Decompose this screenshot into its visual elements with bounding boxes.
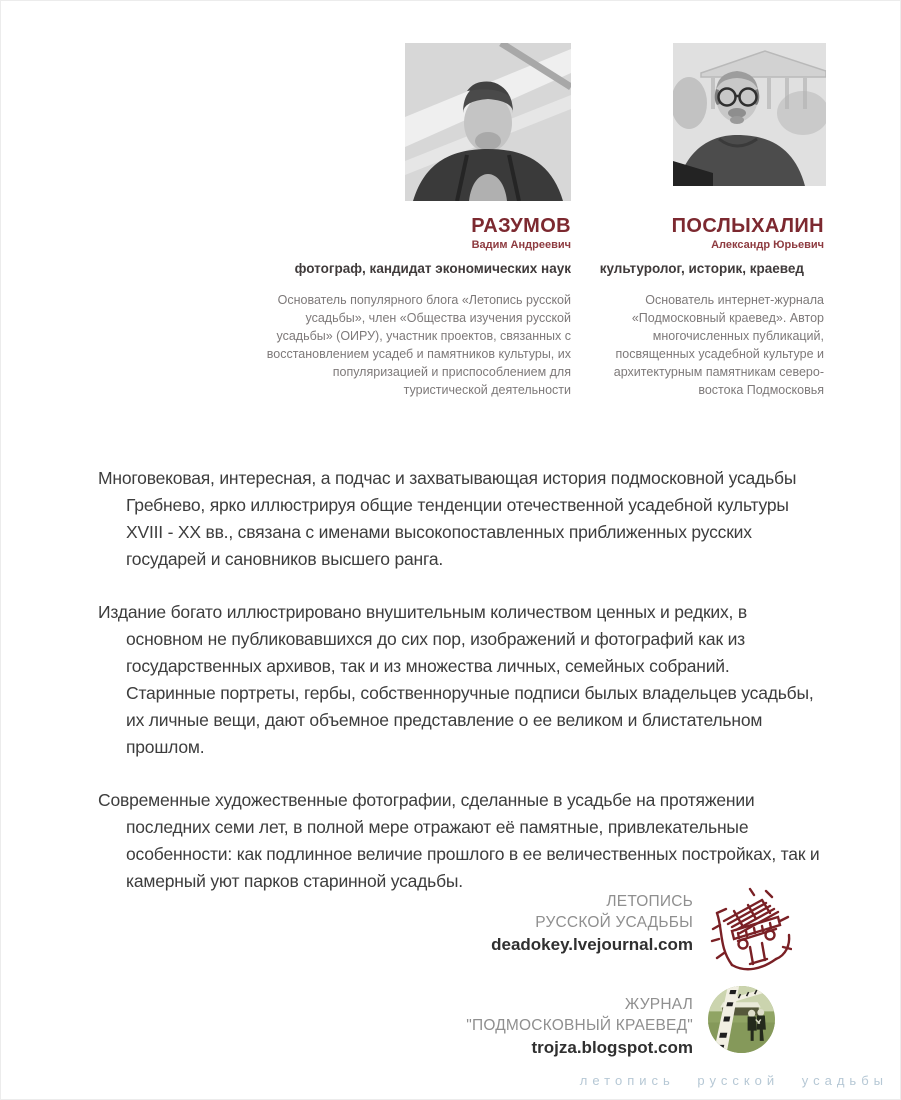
kraeved-logo-icon — [708, 986, 775, 1053]
kraeved-journal-block — [381, 994, 693, 1060]
author-patronymic: Александр Юрьевич — [711, 239, 824, 251]
letopis-title-line2: РУССКОЙ УСАДЬБЫ — [535, 914, 693, 931]
letopis-blog-url: deadokey.lvejournal.com — [491, 935, 693, 954]
annotation-text — [98, 465, 821, 921]
portrait-poslykhalin-illustration — [673, 43, 826, 186]
letopis-title-line1: ЛЕТОПИСЬ — [606, 893, 693, 910]
kraeved-journal-url: trojza.blogspot.com — [531, 1038, 693, 1057]
author-name: РАЗУМОВ — [471, 215, 571, 237]
author-block-razumov — [261, 215, 571, 399]
author-bio: Основатель интернет-журнала «Подмосковный краевед». Автор многочисленных публикаций, посвященных усадебной культуре и архитектурным памятникам северо-востока Подмосковья — [613, 293, 824, 397]
annotation-paragraph-3: Современные художественные фотографии, сделанные в усадьбе на протяжении последних семи лет, в полной мере отражают её памятные, привлекательные особенности: как подлинное величие прошлого в ее величественных постройках, так и камерный уют парков старинной усадьбы. — [98, 790, 820, 891]
portrait-razumov-illustration — [405, 43, 571, 201]
author-profession: культуролог, историк, краевед — [599, 261, 804, 276]
author-photo-razumov — [405, 43, 571, 201]
letopis-blog-block — [381, 891, 693, 957]
author-patronymic: Вадим Андреевич — [471, 239, 571, 251]
author-photo-poslykhalin — [673, 43, 826, 186]
kraeved-title-line2: "ПОДМОСКОВНЫЙ КРАЕВЕД" — [466, 1017, 693, 1034]
author-bio: Основатель популярного блога «Летопись русской усадьбы», член «Общества изучения русской усадьбы» (ОИРУ), участник проектов, связанных с восстановлением усадеб и памятников культуры, их популяризацией и приспособлением для туристической деятельности — [266, 293, 571, 397]
author-profession: фотограф, кандидат экономических наук — [294, 261, 571, 276]
author-block-poslykhalin — [596, 215, 824, 399]
annotation-paragraph-1: Многовековая, интересная, а подчас и захватывающая история подмосковной усадьбы Гребнево, ярко иллюстрируя общие тенденции отечественной усадебной культуры XVIII - XX вв., связана с именами высокопоставленных приближенных русских государей и сановников высшего ранга. — [98, 468, 797, 569]
letopis-logo-icon — [704, 885, 792, 973]
annotation-paragraph-2: Издание богато иллюстрировано внушительным количеством ценных и редких, в основном не публиковавшихся до сих пор, изображений и фотографий как из государственных архивов, так и из множества личных, семейных собраний. Старинные портреты, гербы, собственноручные подписи былых владельцев усадьбы, их личные вещи, дают объемное представление о ее великом и блистательном прошлом. — [98, 602, 814, 757]
watermark-text: летопись русской усадьбы — [579, 1073, 888, 1088]
kraeved-title-line1: ЖУРНАЛ — [624, 996, 693, 1013]
author-name: ПОСЛЫХАЛИН — [671, 215, 824, 237]
